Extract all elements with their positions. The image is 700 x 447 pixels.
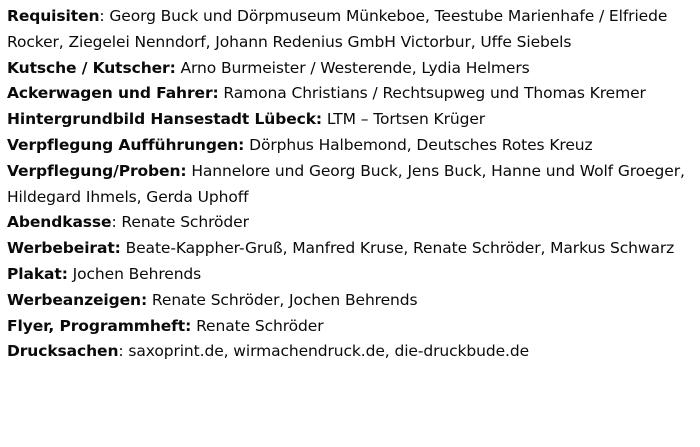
entry-label: Abendkasse <box>7 213 112 232</box>
entry-label: Ackerwagen und Fahrer: <box>7 84 219 103</box>
entry-text: Georg Buck und Dörpmuseum Münkeboe, Teestube Marienhafe / Elfriede Rocker, Ziegelei Nenndorf, Johann Redenius GmbH Victorbur, Uffe Siebels <box>7 7 668 51</box>
entry-text: Jochen Behrends <box>72 264 202 283</box>
entry-separator: : <box>118 342 129 361</box>
credit-entry-verpflegung-auffuehrungen <box>7 133 688 159</box>
entry-label: Requisiten <box>7 7 100 25</box>
credit-entry-kutsche <box>7 56 688 82</box>
credit-entry-verpflegung-proben <box>7 159 688 211</box>
entry-label: Werbebeirat: <box>7 239 121 258</box>
entry-label: Verpflegung Aufführungen: <box>7 135 245 154</box>
entry-text: LTM – Tortsen Krüger <box>326 110 486 129</box>
entry-text: Beate-Kappher-Gruß, Manfred Kruse, Renate Schröder, Markus Schwarz <box>125 239 675 258</box>
credit-entry-plakat <box>7 262 688 288</box>
entry-text: Renate Schröder <box>196 316 324 335</box>
entry-text: Hannelore und Georg Buck, Jens Buck, Hanne und Wolf Groeger, Hildegard Ihmels, Gerda Uphoff <box>7 161 685 206</box>
entry-label: Werbeanzeigen: <box>7 290 148 309</box>
entry-text: saxoprint.de, wirmachendruck.de, die-druckbude.de <box>128 342 530 361</box>
credit-entry-abendkasse <box>7 210 688 236</box>
entry-label: Flyer, Programmheft: <box>7 316 192 335</box>
credit-entry-hintergrundbild <box>7 107 688 133</box>
credit-entry-werbeanzeigen <box>7 288 688 314</box>
credit-entry-drucksachen <box>7 339 688 365</box>
entry-text: Dörphus Halbemond, Deutsches Rotes Kreuz <box>249 135 593 154</box>
entry-text: Renate Schröder, Jochen Behrends <box>151 290 418 309</box>
entry-label: Plakat: <box>7 264 68 283</box>
credit-entry-flyer <box>7 314 688 340</box>
entry-text: Renate Schröder <box>121 213 249 232</box>
credit-entry-requisiten <box>7 4 688 56</box>
entry-separator: : <box>111 213 122 232</box>
entry-label: Hintergrundbild Hansestadt Lübeck: <box>7 110 323 129</box>
entry-text: Ramona Christians / Rechtsupweg und Thomas Kremer <box>223 84 646 103</box>
credit-entry-ackerwagen <box>7 81 688 107</box>
entry-text: Arno Burmeister / Westerende, Lydia Helmers <box>180 58 530 77</box>
entry-label: Drucksachen <box>7 342 119 361</box>
entry-label: Verpflegung/Proben: <box>7 161 187 180</box>
entry-separator: : <box>99 7 110 25</box>
credit-entry-werbebeirat <box>7 236 688 262</box>
entry-label: Kutsche / Kutscher: <box>7 58 176 77</box>
